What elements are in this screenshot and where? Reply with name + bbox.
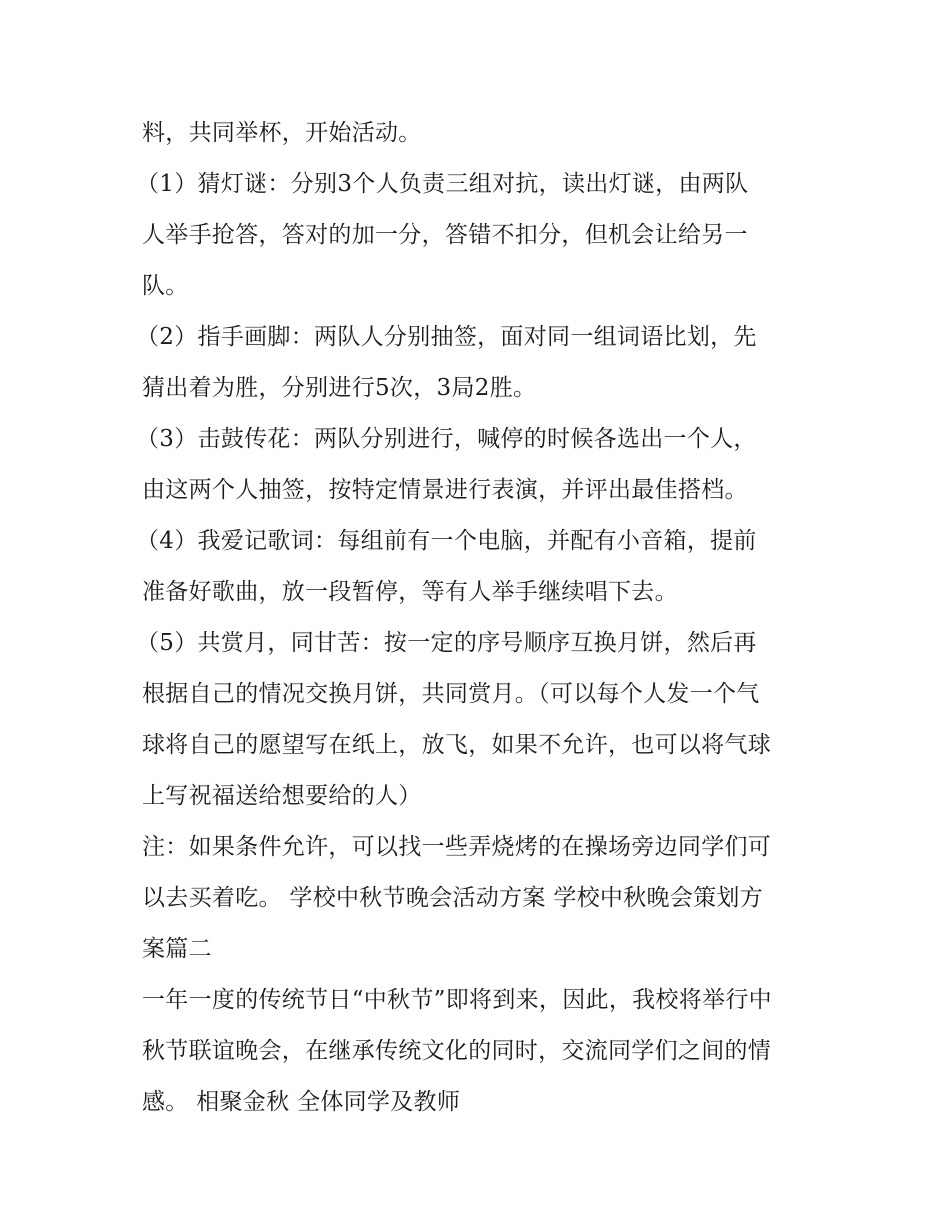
text-line: （2）指手画脚：两队人分别抽签，面对同一组词语比划，先 bbox=[136, 324, 757, 350]
text-line: 人举手抢答，答对的加一分，答错不扣分，但机会让给另一 bbox=[142, 222, 748, 248]
text-line: 注：如果条件允许，可以找一些弄烧烤的在操场旁边同学们可 bbox=[142, 834, 772, 860]
text-line: 料，共同举杯，开始活动。 bbox=[142, 120, 422, 146]
text-line: 队。 bbox=[142, 273, 189, 299]
text-line: 由这两个人抽签，按特定情景进行表演，并评出最佳搭档。 bbox=[142, 477, 748, 503]
text-line: （3）击鼓传花：两队分别进行，喊停的时候各选出一个人， bbox=[136, 426, 757, 452]
text-line: 上写祝福送给想要给的人） bbox=[142, 783, 422, 809]
text-line: 根据自己的情况交换月饼，共同赏月。（可以每个人发一个气 bbox=[142, 681, 760, 707]
text-line: 猜出着为胜，分别进行5次，3局2胜。 bbox=[142, 375, 537, 401]
text-line: （4）我爱记歌词：每组前有一个电脑，并配有小音箱，提前 bbox=[136, 528, 757, 554]
text-line: 以去买着吃。 学校中秋节晚会活动方案 学校中秋晚会策划方 bbox=[142, 885, 764, 911]
document-body bbox=[136, 108, 822, 1128]
text-line: 球将自己的愿望写在纸上，放飞，如果不允许，也可以将气球 bbox=[142, 732, 772, 758]
text-line: （5）共赏月，同甘苦：按一定的序号顺序互换月饼，然后再 bbox=[136, 630, 757, 656]
text-line: （1）猜灯谜：分别3个人负责三组对抗，读出灯谜，由两队 bbox=[136, 171, 749, 197]
text-line: 秋节联谊晚会，在继承传统文化的同时，交流同学们之间的情 bbox=[142, 1038, 772, 1064]
text-line: 一年一度的传统节日“中秋节”即将到来，因此，我校将举行中 bbox=[142, 987, 772, 1013]
text-line: 感。 相聚金秋 全体同学及教师 bbox=[142, 1089, 461, 1115]
text-line: 准备好歌曲，放一段暂停，等有人举手继续唱下去。 bbox=[142, 579, 678, 605]
text-line: 案篇二 bbox=[142, 936, 212, 962]
